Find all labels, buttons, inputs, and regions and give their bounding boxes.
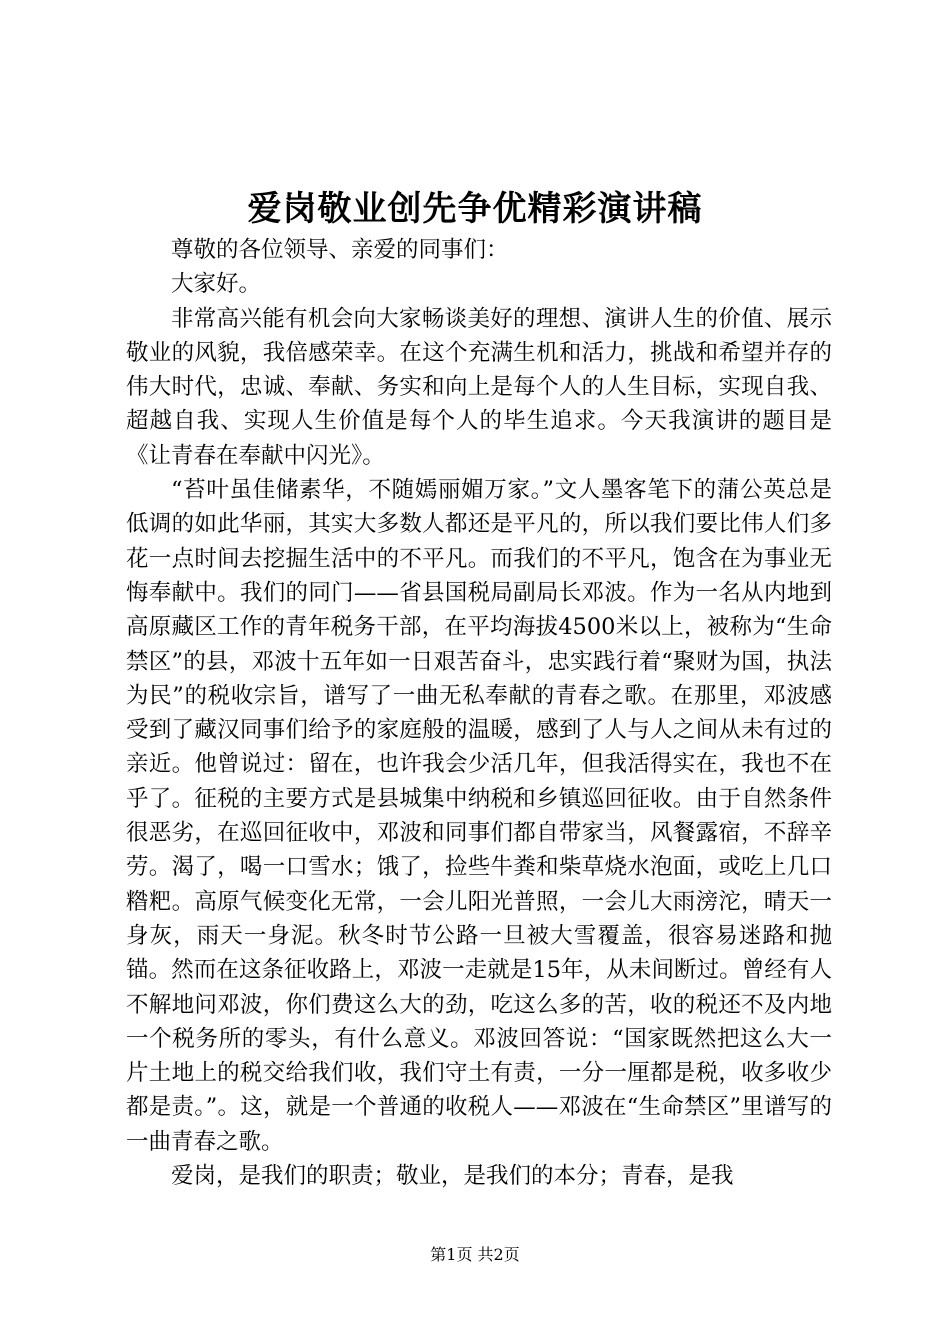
paragraph-closing: 爱岗，是我们的职责；敬业，是我们的本分；青春，是我: [171, 1163, 734, 1190]
paragraph-introduction: 非常高兴能有机会向大家畅谈美好的理想、演讲人生的价值、展示敬业的风貌，我倍感荣幸。在这个充满生机和活力，挑战和希望并存的伟大时代，忠诚、奉献、务实和向上是每个人的人生目标，实现自我、超越自我、实现人生价值是每个人的毕生追求。今天我演讲的题目是《让青春在奉献中闪光》。: [126, 305, 832, 469]
paragraph-story: “苔叶虽佳储素华，不随嫣丽媚万家。”文人墨客笔下的蒲公英总是低调的如此华丽，其实大多数人都还是平凡的，所以我们要比伟人们多花一点时间去挖掘生活中的不平凡。而我们的不平凡，饱含在为事业无悔奉献中。我们的同门——省县国税局副局长邓波。作为一名从内地到高原藏区工作的青年税务干部，在平均海拔4500米以上，被称为“生命禁区”的县，邓波十五年如一日艰苦奋斗，忠实践行着“聚财为国，执法为民”的税收宗旨，谱写了一曲无私奉献的青春之歌。在那里，邓波感受到了藏汉同事们给予的家庭般的温暖，感到了人与人之间从未有过的亲近。他曾说过：留在，也许我会少活几年，但我活得实在，我也不在乎了。征税的主要方式是县城集中纳税和乡镇巡回征收。由于自然条件很恶劣，在巡回征收中，邓波和同事们都自带家当，风餐露宿，不辞辛劳。渴了，喝一口雪水；饿了，捡些牛粪和柴草烧水泡面，或吃上几口糌粑。高原气候变化无常，一会儿阳光普照，一会儿大雨滂沱，晴天一身灰，雨天一身泥。秋冬时节公路一旦被大雪覆盖，很容易迷路和抛锚。然而在这条征收路上，邓波一走就是15年，从未间断过。曾经有人不解地问邓波，你们费这么大的劲，吃这么多的苦，收的税还不及内地一个税务所的零头，有什么意义。邓波回答说：“国家既然把这么大一片土地上的税交给我们收，我们守土有责，一分一厘都是税，收多收少都是责。”。这，就是一个普通的收税人——邓波在“生命禁区”里谱写的一曲青春之歌。: [126, 477, 832, 1155]
paragraph-greeting: 大家好。: [171, 271, 262, 298]
page-footer: 第1页 共2页: [430, 1245, 520, 1264]
document-title: 爱岗敬业创先争优精彩演讲稿: [247, 189, 703, 229]
document-body: [126, 233, 832, 1193]
paragraph-salutation: 尊敬的各位领导、亲爱的同事们：: [171, 237, 509, 263]
